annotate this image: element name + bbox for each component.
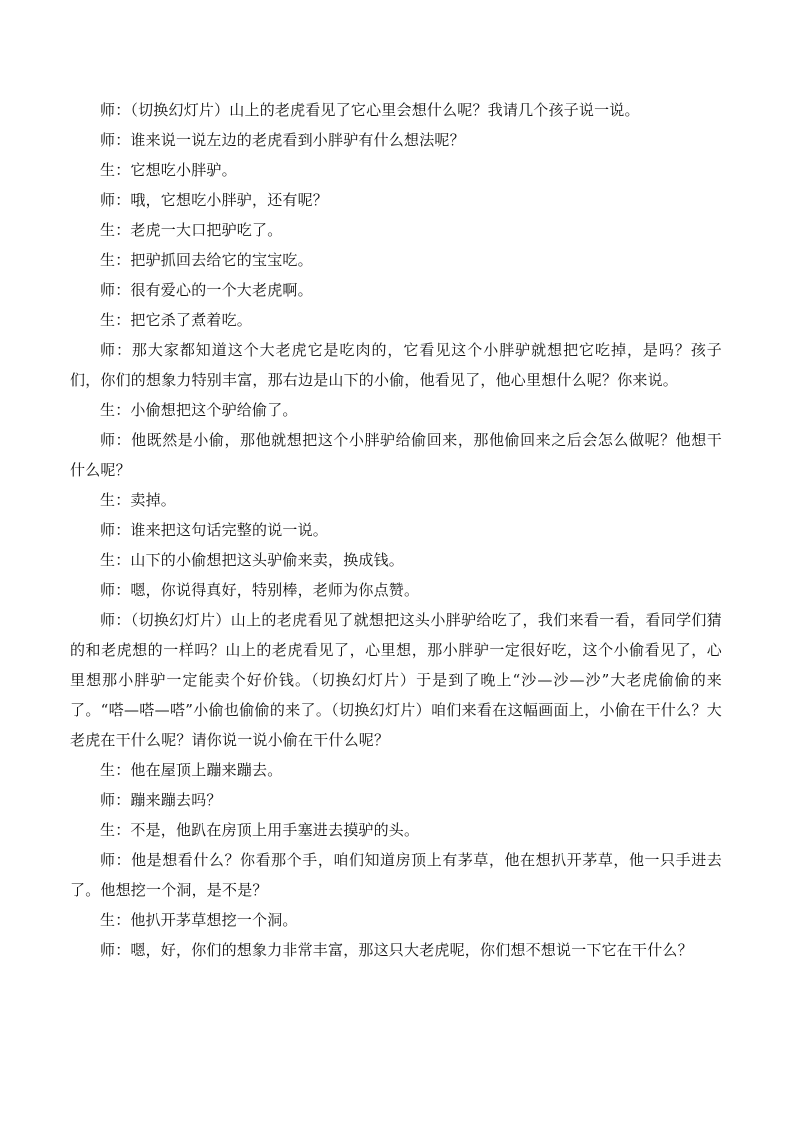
paragraph: 生：小偷想把这个驴给偷了。 (100, 401, 298, 419)
paragraph: 师：他是想看什么？你看那个手，咱们知道房顶上有茅草，他在想扒开茅草，他一只手进去了。他想挖一个洞，是不是？ (70, 851, 722, 899)
paragraph: 生：它想吃小胖驴。 (100, 161, 237, 179)
paragraph: 师：那大家都知道这个大老虎它是吃肉的，它看见这个小胖驴就想把它吃掉，是吗？孩子们，你们的想象力特别丰富，那右边是山下的小偷，他看见了，他心里想什么呢？你来说。 (70, 341, 722, 389)
paragraph: 生：他在屋顶上蹦来蹦去。 (100, 761, 283, 779)
paragraph: 师：谁来说一说左边的老虎看到小胖驴有什么想法呢？ (100, 131, 465, 149)
paragraph: 生：山下的小偷想把这头驴偷来卖，换成钱。 (100, 551, 405, 569)
paragraph: 生：卖掉。 (100, 491, 177, 509)
paragraph: 生：他扒开茅草想挖一个洞。 (100, 911, 298, 929)
paragraph: 生：不是，他趴在房顶上用手塞进去摸驴的头。 (100, 821, 420, 839)
paragraph: 生：把驴抓回去给它的宝宝吃。 (100, 251, 313, 269)
paragraph: 师：嗯，你说得真好，特别棒，老师为你点赞。 (100, 581, 420, 599)
document-body (70, 95, 722, 965)
paragraph: 师：他既然是小偷，那他就想把这个小胖驴给偷回来，那他偷回来之后会怎么做呢？他想干什么呢？ (70, 431, 722, 479)
paragraph: 师：蹦来蹦去吗？ (100, 791, 222, 809)
paragraph: 师：很有爱心的一个大老虎啊。 (100, 281, 313, 299)
paragraph: 师：嗯，好，你们的想象力非常丰富，那这只大老虎呢，你们想不想说一下它在干什么？ (100, 941, 693, 959)
paragraph: 师：（切换幻灯片）山上的老虎看见了就想把这头小胖驴给吃了，我们来看一看，看同学们猜的和老虎想的一样吗？山上的老虎看见了，心里想，那小胖驴一定很好吃，这个小偷看见了，心里想那小胖驴一定能卖个好价钱。（切换幻灯片）于是到了晚上“沙—沙—沙”大老虎偷偷的来了。“嗒—嗒—嗒”小偷也偷偷的来了。（切换幻灯片）咱们来看在这幅画面上，小偷在干什么？大老虎在干什么呢？请你说一说小偷在干什么呢？ (70, 611, 722, 749)
paragraph: 生：把它杀了煮着吃。 (100, 311, 253, 329)
paragraph: 师：哦，它想吃小胖驴，还有呢？ (100, 191, 329, 209)
paragraph: 师：谁来把这句话完整的说一说。 (100, 521, 329, 539)
paragraph: 师：（切换幻灯片）山上的老虎看见了它心里会想什么呢？我请几个孩子说一说。 (100, 101, 640, 119)
paragraph: 生：老虎一大口把驴吃了。 (100, 221, 283, 239)
